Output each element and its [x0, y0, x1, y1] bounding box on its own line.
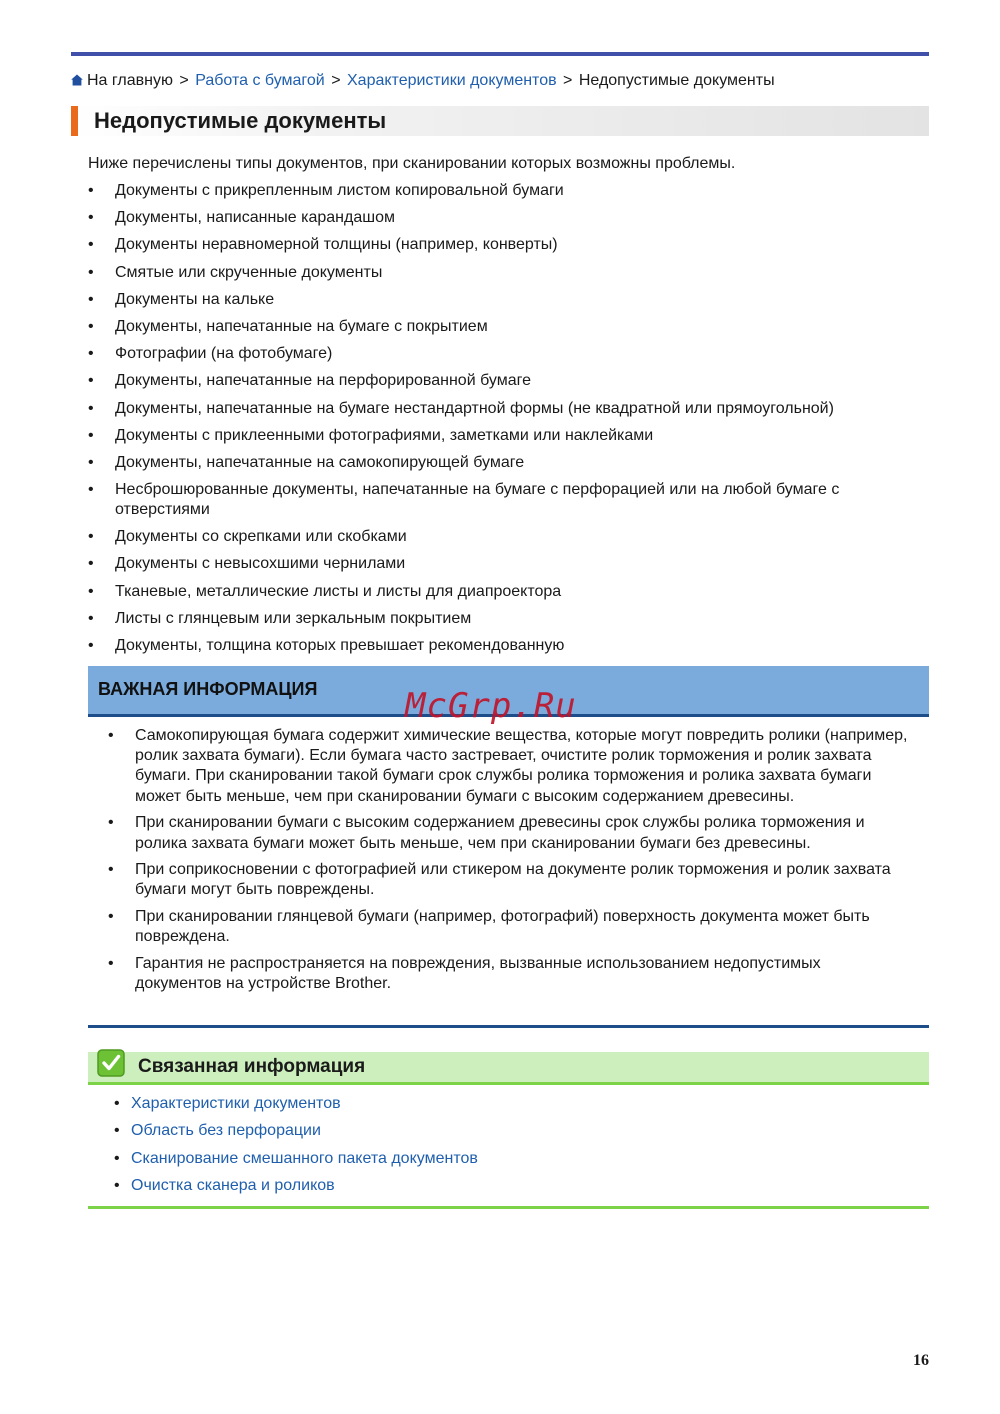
list-item: • Документы с приклеенными фотографиями, заметками или наклейками	[88, 426, 908, 446]
related-link-document-specs[interactable]: Характеристики документов	[131, 1095, 341, 1112]
breadcrumb-separator: >	[563, 72, 573, 89]
page-title-bar	[71, 106, 929, 136]
list-item	[114, 1149, 478, 1169]
related-link-no-perforation-area[interactable]: Область без перфорации	[131, 1122, 321, 1140]
list-item: • Тканевые, металлические листы и листы для диапроектора	[88, 582, 908, 602]
list-item: • Листы с глянцевым или зеркальным покрытием	[88, 609, 908, 629]
unacceptable-documents-list	[88, 181, 908, 663]
title-accent-bar	[71, 106, 78, 136]
list-item: • Документы, напечатанные на самокопирующей бумаге	[88, 453, 908, 473]
page-title: Недопустимые документы	[94, 108, 387, 133]
list-item: • Документы, напечатанные на бумаге с покрытием	[88, 317, 908, 337]
related-link-mixed-batch-scanning[interactable]: Сканирование смешанного пакета документов	[131, 1149, 478, 1167]
breadcrumb-home-link[interactable]: На главную	[87, 72, 173, 89]
list-item	[114, 1121, 478, 1141]
list-item: • Документы на кальке	[88, 290, 908, 310]
list-item: • Документы, толщина которых превышает рекомендованную	[88, 636, 908, 656]
list-item: • При сканировании глянцевой бумаги (например, фотографий) поверхность документа может быть повреждена.	[108, 907, 908, 947]
list-item	[114, 1176, 478, 1196]
checkmark-icon	[97, 1049, 125, 1077]
list-item: • Документы с прикрепленным листом копировальной бумаги	[88, 181, 908, 201]
list-item: • Самокопирующая бумага содержит химические вещества, которые могут повредить ролики (например, ролик захвата бумаги). Если бумага часто застревает, очистите ролик торможения и ролик захвата бумаги. При сканировании такой бумаги срок службы ролика торможения и ролика захвата бумаги может быть меньше, чем при сканировании бумаги с высоким содержанием древесины.	[108, 726, 908, 807]
list-item: • Документы, напечатанные на перфорированной бумаге	[88, 371, 908, 391]
important-info-divider	[88, 1025, 929, 1028]
watermark: McGrp.Ru	[405, 686, 577, 726]
list-item: • Смятые или скрученные документы	[88, 263, 908, 283]
breadcrumb	[71, 71, 775, 91]
intro-text: Ниже перечислены типы документов, при сканировании которых возможны проблемы.	[88, 155, 736, 172]
list-item: • Несброшюрованные документы, напечатанные на бумаге с перфорацией или на любой бумаге с отверстиями	[88, 480, 908, 520]
list-item: • Гарантия не распространяется на повреждения, вызванные использованием недопустимых документов на устройстве Brother.	[108, 954, 908, 994]
important-info-list	[108, 726, 908, 1001]
breadcrumb-link-document-specs[interactable]: Характеристики документов	[347, 72, 557, 89]
home-icon[interactable]	[71, 74, 83, 86]
related-info-divider	[88, 1206, 929, 1209]
breadcrumb-link-paper-handling[interactable]: Работа с бумагой	[195, 72, 325, 89]
breadcrumb-current: Недопустимые документы	[578, 72, 775, 89]
breadcrumb-separator: >	[331, 72, 341, 89]
list-item: • Документы с невысохшими чернилами	[88, 554, 908, 574]
list-item: • Документы неравномерной толщины (например, конверты)	[88, 235, 908, 255]
list-item: • Документы со скрепками или скобками	[88, 527, 908, 547]
related-links-list	[114, 1094, 478, 1203]
list-item	[114, 1094, 478, 1114]
page-number: 16	[913, 1352, 929, 1369]
breadcrumb-separator: >	[179, 72, 189, 89]
important-info-title: ВАЖНАЯ ИНФОРМАЦИЯ	[98, 679, 318, 699]
list-item: • Документы, напечатанные на бумаге нестандартной формы (не квадратной или прямоугольной)	[88, 399, 908, 419]
list-item: • При сканировании бумаги с высоким содержанием древесины срок службы ролика торможения и ролика захвата бумаги может быть меньше, чем при сканировании бумаги без древесины.	[108, 813, 908, 853]
related-link-clean-scanner-rollers[interactable]: Очистка сканера и роликов	[131, 1176, 335, 1194]
related-info-header	[88, 1052, 929, 1085]
list-item: • Документы, написанные карандашом	[88, 208, 908, 228]
list-item: • Фотографии (на фотобумаге)	[88, 344, 908, 364]
top-rule	[71, 52, 929, 56]
list-item: • При соприкосновении с фотографией или стикером на документе ролик торможения и ролик захвата бумаги могут быть повреждены.	[108, 860, 908, 900]
related-info-title: Связанная информация	[138, 1056, 366, 1077]
